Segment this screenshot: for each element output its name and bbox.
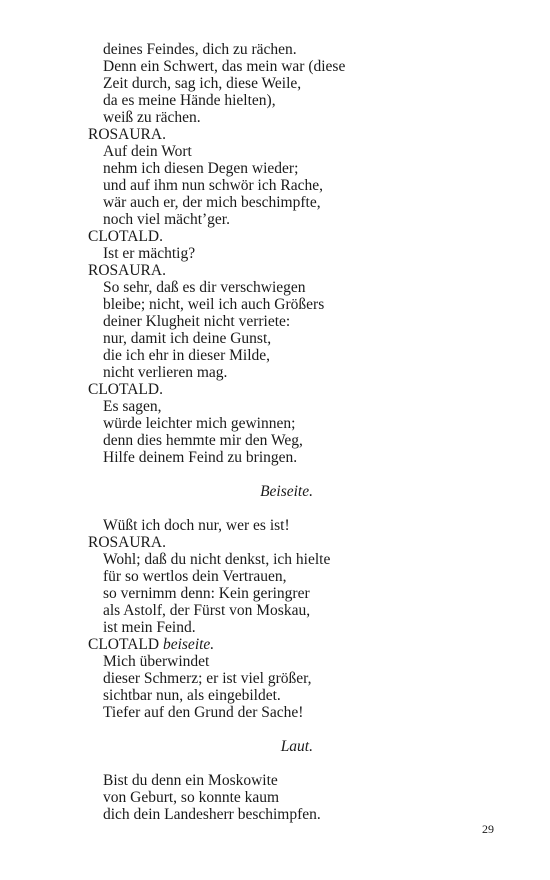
verse-text: dieser Schmerz; er ist viel größer, xyxy=(103,670,312,687)
verse-text: Es sagen, xyxy=(103,398,162,415)
verse-text: da es meine Hände hielten), xyxy=(103,92,276,109)
verse-text: Zeit durch, sag ich, diese Weile, xyxy=(103,75,302,92)
verse-line xyxy=(103,398,162,415)
speaker-name xyxy=(88,636,214,653)
verse-text: deines Feindes, dich zu rächen. xyxy=(103,41,297,58)
verse-line xyxy=(103,619,196,636)
verse-text: bleibe; nicht, weil ich auch Größers xyxy=(103,296,325,313)
speaker-label: CLOTALD xyxy=(88,636,160,653)
verse-text: und auf ihm nun schwör ich Rache, xyxy=(103,177,323,194)
stage-direction xyxy=(260,483,313,500)
speaker-label: CLOTALD. xyxy=(88,381,163,398)
verse-text: Auf dein Wort xyxy=(103,143,192,160)
verse-line xyxy=(103,194,321,211)
verse-text: so vernimm denn: Kein geringrer xyxy=(103,585,310,602)
verse-line xyxy=(103,449,297,466)
verse-line xyxy=(103,568,287,585)
verse-text: Hilfe deinem Feind zu bringen. xyxy=(103,449,298,466)
verse-text: Denn ein Schwert, das mein war (diese xyxy=(103,58,346,75)
verse-text: Wohl; daß du nicht denkst, ich hielte xyxy=(103,551,331,568)
verse-line xyxy=(103,517,290,534)
speaker-name xyxy=(88,381,163,398)
speaker-name xyxy=(88,228,163,245)
verse-line xyxy=(103,364,227,381)
verse-text: für so wertlos dein Vertrauen, xyxy=(103,568,287,585)
verse-line xyxy=(103,143,192,160)
verse-text: wär auch er, der mich beschimpfte, xyxy=(103,194,321,211)
verse-line xyxy=(103,109,201,126)
verse-text: nicht verlieren mag. xyxy=(103,364,228,381)
verse-line xyxy=(103,92,276,109)
verse-line xyxy=(103,347,270,364)
verse-text: Ist er mächtig? xyxy=(103,245,196,262)
verse-text: Bist du denn ein Moskowite xyxy=(103,772,278,789)
page-number: 29 xyxy=(482,822,494,836)
verse-line xyxy=(103,296,324,313)
verse-line xyxy=(103,279,306,296)
verse-line xyxy=(103,806,321,823)
verse-text: ist mein Feind. xyxy=(103,619,196,636)
verse-line xyxy=(103,415,295,432)
verse-line xyxy=(103,551,330,568)
stage-direction xyxy=(281,738,313,755)
speaker-name xyxy=(88,126,166,143)
verse-text: denn dies hemmte mir den Weg, xyxy=(103,432,303,449)
verse-text: als Astolf, der Fürst von Moskau, xyxy=(103,602,311,619)
verse-text: noch viel mächt’ger. xyxy=(103,211,230,228)
verse-line xyxy=(103,160,298,177)
stage-direction-text: Beiseite. xyxy=(260,483,313,500)
verse-line xyxy=(103,330,271,347)
verse-line xyxy=(103,670,312,687)
verse-text: würde leichter mich gewinnen; xyxy=(103,415,296,432)
verse-line xyxy=(103,602,310,619)
verse-line xyxy=(103,75,301,92)
verse-line xyxy=(103,245,195,262)
verse-line xyxy=(103,41,297,58)
verse-line xyxy=(103,772,278,789)
verse-line xyxy=(103,687,281,704)
verse-text: die ich ehr in dieser Milde, xyxy=(103,347,271,364)
verse-line xyxy=(103,432,303,449)
verse-text: Mich überwindet xyxy=(103,653,210,670)
verse-line xyxy=(103,313,290,330)
verse-line xyxy=(103,585,310,602)
verse-line xyxy=(103,704,303,721)
verse-text: Tiefer auf den Grund der Sache! xyxy=(103,704,304,721)
stage-direction-text: Laut. xyxy=(280,738,313,755)
verse-text: von Geburt, so konnte kaum xyxy=(103,789,280,806)
speaker-label: ROSAURA. xyxy=(88,534,166,551)
verse-line xyxy=(103,211,230,228)
verse-text: weiß zu rächen. xyxy=(103,109,201,126)
verse-text: Wüßt ich doch nur, wer es ist! xyxy=(103,517,290,534)
verse-text: deiner Klugheit nicht verriete: xyxy=(103,313,291,330)
verse-text: nehm ich diesen Degen wieder; xyxy=(103,160,299,177)
verse-line xyxy=(103,177,323,194)
speaker-label: CLOTALD. xyxy=(88,228,163,245)
verse-text: sichtbar nun, als eingebildet. xyxy=(103,687,281,704)
verse-line xyxy=(103,789,279,806)
verse-text: So sehr, daß es dir verschwiegen xyxy=(103,279,306,296)
speaker-label: ROSAURA. xyxy=(88,262,166,279)
inline-stage-direction: beiseite. xyxy=(162,636,215,653)
verse-text: nur, damit ich deine Gunst, xyxy=(103,330,272,347)
verse-line xyxy=(103,653,209,670)
verse-text: dich dein Landesherr beschimpfen. xyxy=(103,806,321,823)
speaker-name xyxy=(88,534,166,551)
speaker-name xyxy=(88,262,166,279)
speaker-label: ROSAURA. xyxy=(88,126,166,143)
verse-line xyxy=(103,58,345,75)
